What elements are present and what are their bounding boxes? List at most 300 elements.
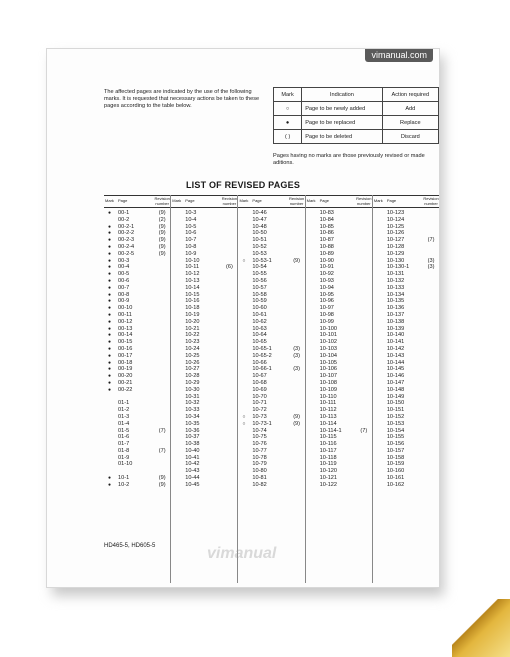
revision-cell xyxy=(356,461,372,468)
page-cell: 10-13 xyxy=(185,277,200,284)
table-row xyxy=(373,244,439,251)
table-row xyxy=(104,278,170,285)
table-row xyxy=(238,475,304,482)
mark-cell: ● xyxy=(107,305,112,312)
page-cell: 01-2 xyxy=(118,407,130,414)
watermark-badge: vimanual.com xyxy=(365,48,433,62)
mark-cell xyxy=(373,258,384,265)
mark-cell xyxy=(238,230,249,237)
mark-cell xyxy=(171,360,182,367)
revision-cell xyxy=(356,455,372,462)
revision-cell xyxy=(289,298,305,305)
page-cell: 10-116 xyxy=(319,441,337,448)
mark-cell xyxy=(373,346,384,353)
marks-header-mark: Mark xyxy=(274,88,302,102)
revision-cell: (9) xyxy=(158,210,166,216)
page-cell: 10-134 xyxy=(386,291,405,298)
revision-column xyxy=(171,195,238,583)
page-cell: 00-11 xyxy=(118,311,132,318)
page-cell: 10-20 xyxy=(185,318,200,325)
mark-cell xyxy=(171,380,182,387)
revision-cell: (3) xyxy=(293,366,301,373)
page-cell: 10-30 xyxy=(185,386,200,393)
table-row xyxy=(171,366,237,373)
mark-cell xyxy=(104,400,115,407)
table-row xyxy=(373,421,439,428)
revision-cell xyxy=(154,373,170,380)
mark-cell xyxy=(373,441,384,448)
revision-cell xyxy=(356,468,372,475)
page-cell: 00-4 xyxy=(118,264,130,271)
column-header-page: Page xyxy=(185,198,195,204)
revision-cell xyxy=(356,332,372,339)
mark-cell xyxy=(373,319,384,326)
table-row xyxy=(306,298,372,305)
column-header xyxy=(306,195,372,208)
page-cell: 10-74 xyxy=(252,427,267,434)
mark-cell xyxy=(306,353,317,360)
mark-cell xyxy=(238,312,249,319)
mark-indication: Page to be newly added xyxy=(302,102,382,116)
table-row xyxy=(306,217,372,224)
table-row xyxy=(238,292,304,299)
page-cell: 10-66 xyxy=(252,359,267,366)
mark-cell xyxy=(373,292,384,299)
revision-cell: (7) xyxy=(158,427,166,434)
revision-cell xyxy=(154,353,170,360)
revision-cell xyxy=(423,278,439,285)
mark-cell xyxy=(306,373,317,380)
page-cell: 10-27 xyxy=(185,366,200,373)
column-header-page: Page xyxy=(252,198,262,204)
table-row xyxy=(306,285,372,292)
table-row xyxy=(306,339,372,346)
table-row xyxy=(238,421,304,428)
marks-row xyxy=(274,102,439,116)
table-row xyxy=(373,251,439,258)
mark-cell xyxy=(373,271,384,278)
revision-cell xyxy=(154,414,170,421)
page-cell: 10-142 xyxy=(386,345,405,352)
revision-cell xyxy=(423,332,439,339)
revision-cell xyxy=(154,339,170,346)
revision-cell xyxy=(221,482,237,489)
column-header xyxy=(238,195,304,208)
mark-cell xyxy=(104,414,115,421)
table-row xyxy=(171,210,237,217)
revision-cell xyxy=(289,448,305,455)
page-cell xyxy=(115,394,154,401)
revision-cell xyxy=(154,455,170,462)
revision-cell xyxy=(289,394,305,401)
table-row xyxy=(104,360,170,367)
revision-cell xyxy=(154,312,170,319)
table-row xyxy=(171,346,237,353)
revision-cell xyxy=(154,394,170,401)
page-cell: 00-13 xyxy=(118,325,133,332)
table-row xyxy=(171,373,237,380)
table-row xyxy=(373,298,439,305)
revision-cell xyxy=(154,380,170,387)
table-row xyxy=(238,353,304,360)
page-cell: 01-6 xyxy=(118,434,130,441)
table-row xyxy=(306,312,372,319)
page-cell: 10-96 xyxy=(319,298,334,305)
mark-cell xyxy=(104,448,115,455)
revision-cell xyxy=(221,292,237,299)
revision-cell xyxy=(289,434,305,441)
page-cell: 10-149 xyxy=(386,393,405,400)
revision-cell xyxy=(221,244,237,251)
table-row xyxy=(171,441,237,448)
table-row xyxy=(238,360,304,367)
revision-cell xyxy=(356,353,372,360)
revision-cell xyxy=(356,292,372,299)
page-cell: 10-32 xyxy=(185,400,200,407)
table-row xyxy=(171,319,237,326)
revision-cell xyxy=(423,434,439,441)
mark-cell xyxy=(373,230,384,237)
page-cell: 10-54 xyxy=(252,264,267,271)
table-row xyxy=(171,407,237,414)
mark-cell: ● xyxy=(107,230,112,237)
page-cell: 10-1 xyxy=(118,475,130,482)
revision-cell xyxy=(356,224,372,231)
revision-cell xyxy=(423,360,439,367)
page-cell: 10-104 xyxy=(319,352,338,359)
revision-cell xyxy=(154,264,170,271)
table-row xyxy=(238,312,304,319)
page-cell: 10-102 xyxy=(319,339,338,346)
table-row xyxy=(306,292,372,299)
mark-action: Replace xyxy=(382,116,438,130)
page-cell: 00-2-2 xyxy=(118,230,135,237)
revision-cell xyxy=(221,400,237,407)
revision-cell xyxy=(423,468,439,475)
mark-cell xyxy=(238,387,249,394)
mark-cell xyxy=(373,421,384,428)
revision-cell xyxy=(289,455,305,462)
page-cell: 10-90 xyxy=(319,257,334,264)
table-row xyxy=(171,326,237,333)
table-row xyxy=(373,346,439,353)
page-cell: 10-71 xyxy=(252,400,267,407)
revision-cell: (9) xyxy=(293,257,301,264)
mark-indication: Page to be replaced xyxy=(302,116,382,130)
table-row xyxy=(373,332,439,339)
page-cell: 10-58 xyxy=(252,291,267,298)
page-cell: 10-88 xyxy=(319,243,334,250)
page-cell: 00-2-5 xyxy=(118,250,135,257)
page-cell: 00-2-3 xyxy=(118,237,135,244)
page-cell: 10-62 xyxy=(252,318,267,325)
revision-cell xyxy=(221,461,237,468)
mark-cell xyxy=(238,224,249,231)
table-row xyxy=(171,353,237,360)
revision-cell xyxy=(356,346,372,353)
mark-cell xyxy=(238,285,249,292)
table-row xyxy=(104,217,170,224)
mark-cell xyxy=(306,482,317,489)
mark-cell xyxy=(373,278,384,285)
revision-cell xyxy=(154,434,170,441)
mark-cell: ● xyxy=(107,210,112,216)
page-cell: 00-2 xyxy=(118,216,130,223)
page-cell: 10-154 xyxy=(386,427,405,434)
page-cell: 10-92 xyxy=(319,271,334,278)
mark-cell xyxy=(171,482,182,489)
mark-cell xyxy=(171,448,182,455)
table-row xyxy=(238,258,304,265)
revision-cell: (7) xyxy=(158,447,166,454)
table-row xyxy=(238,366,304,373)
table-row xyxy=(238,298,304,305)
table-row xyxy=(171,292,237,299)
page-cell: 00-8 xyxy=(118,291,130,298)
revision-cell xyxy=(221,271,237,278)
table-row xyxy=(373,380,439,387)
mark-cell xyxy=(171,387,182,394)
table-row xyxy=(104,461,170,468)
page-cell: 00-15 xyxy=(118,339,133,346)
mark-cell xyxy=(238,380,249,387)
mark-cell xyxy=(171,421,182,428)
revision-cell: (3) xyxy=(427,257,435,264)
table-row xyxy=(238,264,304,271)
page-cell: 10-59 xyxy=(252,298,267,305)
document-page xyxy=(46,48,440,588)
page-cell: 00-5 xyxy=(118,271,130,278)
page-cell: 01-5 xyxy=(118,427,130,434)
page-cell: 10-121 xyxy=(319,475,338,482)
page-cell: 10-91 xyxy=(319,264,334,271)
revision-cell xyxy=(289,278,305,285)
revision-cell xyxy=(423,421,439,428)
mark-cell xyxy=(238,326,249,333)
table-row xyxy=(104,448,170,455)
mark-cell: ● xyxy=(107,359,112,366)
page-cell: 01-3 xyxy=(118,413,130,420)
page-cell: 01-8 xyxy=(118,447,130,454)
mark-cell xyxy=(238,292,249,299)
table-row xyxy=(373,278,439,285)
mark-cell xyxy=(373,400,384,407)
revision-cell xyxy=(423,339,439,346)
mark-cell xyxy=(306,441,317,448)
table-row xyxy=(104,251,170,258)
revision-cell xyxy=(221,407,237,414)
page-curl xyxy=(452,599,510,657)
page-cell: 00-16 xyxy=(118,345,133,352)
mark-cell xyxy=(373,285,384,292)
revision-cell xyxy=(356,380,372,387)
revision-cell xyxy=(423,441,439,448)
table-row xyxy=(104,298,170,305)
table-row xyxy=(238,217,304,224)
page-cell: 10-139 xyxy=(386,325,405,332)
revision-cell xyxy=(356,264,372,271)
table-row xyxy=(171,312,237,319)
revision-cell xyxy=(221,373,237,380)
mark-cell xyxy=(306,305,317,312)
page-cell: 10-126 xyxy=(386,230,405,237)
mark-cell xyxy=(171,468,182,475)
table-row xyxy=(306,448,372,455)
table-row xyxy=(104,339,170,346)
revision-cell xyxy=(221,210,237,217)
page-cell: 10-161 xyxy=(386,475,405,482)
mark-cell xyxy=(171,224,182,231)
table-row xyxy=(373,339,439,346)
table-row xyxy=(104,210,170,217)
mark-cell xyxy=(238,428,249,435)
revision-cell xyxy=(289,326,305,333)
mark-cell xyxy=(238,475,249,482)
marks-header-action: Action required xyxy=(382,88,438,102)
mark-cell xyxy=(171,414,182,421)
table-row xyxy=(373,394,439,401)
table-row xyxy=(238,380,304,387)
mark-cell xyxy=(373,380,384,387)
mark-cell xyxy=(373,366,384,373)
mark-cell xyxy=(373,461,384,468)
page-cell: 00-19 xyxy=(118,366,133,373)
mark-cell xyxy=(238,468,249,475)
revision-cell xyxy=(221,366,237,373)
table-row xyxy=(238,400,304,407)
revision-cell xyxy=(289,339,305,346)
page-cell: 10-9 xyxy=(185,250,197,257)
mark-cell xyxy=(104,421,115,428)
revision-cell: (9) xyxy=(158,223,166,230)
page-cell: 10-60 xyxy=(252,305,267,312)
page-cell: 10-100 xyxy=(319,325,338,332)
revision-cell xyxy=(423,461,439,468)
revision-cell xyxy=(289,468,305,475)
table-row xyxy=(373,455,439,462)
table-row xyxy=(306,210,372,217)
mark-cell: ● xyxy=(107,481,112,488)
mark-cell xyxy=(306,346,317,353)
mark-cell: ○ xyxy=(242,420,246,427)
page-cell: 10-162 xyxy=(386,481,405,488)
mark-cell: ● xyxy=(107,298,112,305)
table-row xyxy=(306,400,372,407)
page-cell: 10-155 xyxy=(386,434,405,441)
table-row xyxy=(104,455,170,462)
revision-cell xyxy=(221,285,237,292)
revision-cell xyxy=(423,482,439,489)
page-cell: 10-18 xyxy=(185,305,200,312)
page-cell: 10-2 xyxy=(118,481,130,488)
revision-cell xyxy=(221,394,237,401)
table-row xyxy=(373,319,439,326)
mark-cell xyxy=(238,448,249,455)
mark-cell xyxy=(306,461,317,468)
mark-cell: ● xyxy=(107,243,112,250)
page-cell: 10-125 xyxy=(386,223,405,230)
page-cell: 10-35 xyxy=(185,420,200,427)
mark-cell xyxy=(238,482,249,489)
column-header-mark: Mark xyxy=(373,198,383,204)
mark-cell xyxy=(171,332,182,339)
revision-cell xyxy=(356,251,372,258)
column-header-mark: Mark xyxy=(239,198,249,204)
mark-cell xyxy=(171,339,182,346)
page-cell: 10-36 xyxy=(185,427,200,434)
mark-cell xyxy=(171,305,182,312)
revision-cell xyxy=(289,264,305,271)
page-cell: 00-2-1 xyxy=(118,223,135,230)
revision-cell xyxy=(356,319,372,326)
mark-cell xyxy=(171,312,182,319)
page-cell: 10-106 xyxy=(319,366,338,373)
revision-cell xyxy=(154,346,170,353)
mark-cell xyxy=(171,346,182,353)
table-row xyxy=(373,305,439,312)
table-row xyxy=(306,326,372,333)
page-cell: 10-73-1 xyxy=(252,420,272,427)
revision-cell xyxy=(289,230,305,237)
page-cell: 10-105 xyxy=(319,359,338,366)
mark-cell xyxy=(171,319,182,326)
table-row xyxy=(238,414,304,421)
mark-cell xyxy=(306,394,317,401)
page-cell: 10-98 xyxy=(319,311,334,318)
table-row xyxy=(238,244,304,251)
revision-cell xyxy=(289,271,305,278)
revision-cell xyxy=(423,251,439,258)
page-cell: 10-79 xyxy=(252,461,267,468)
table-row xyxy=(373,448,439,455)
table-row xyxy=(306,244,372,251)
mark-cell xyxy=(373,482,384,489)
table-row xyxy=(306,319,372,326)
page-cell: 10-40 xyxy=(185,447,200,454)
revision-cell xyxy=(221,326,237,333)
table-row xyxy=(306,366,372,373)
revision-cell xyxy=(423,326,439,333)
revision-cell: (6) xyxy=(225,264,233,271)
revision-cell xyxy=(154,319,170,326)
table-row xyxy=(104,230,170,237)
revision-cell xyxy=(289,244,305,251)
page-cell: 10-64 xyxy=(252,332,267,339)
table-row xyxy=(171,360,237,367)
table-row xyxy=(373,414,439,421)
mark-cell xyxy=(238,353,249,360)
column-header-page: Page xyxy=(118,198,128,204)
table-row xyxy=(104,441,170,448)
mark-cell xyxy=(171,217,182,224)
page-cell: 00-10 xyxy=(118,305,133,312)
page-cell: 10-47 xyxy=(252,216,267,223)
page-cell: 10-87 xyxy=(319,237,334,244)
table-row xyxy=(373,224,439,231)
page-cell: 10-157 xyxy=(386,447,405,454)
mark-cell xyxy=(104,455,115,462)
revision-cell: (3) xyxy=(293,345,301,352)
revision-cell xyxy=(356,400,372,407)
page-cell: 10-124 xyxy=(386,216,405,223)
page-cell: 10-110 xyxy=(319,393,337,400)
revision-cell xyxy=(356,414,372,421)
table-row xyxy=(373,428,439,435)
revision-cell xyxy=(356,217,372,224)
mark-cell xyxy=(373,448,384,455)
page-cell: 01-1 xyxy=(118,400,130,407)
page-cell: 00-14 xyxy=(118,332,133,339)
